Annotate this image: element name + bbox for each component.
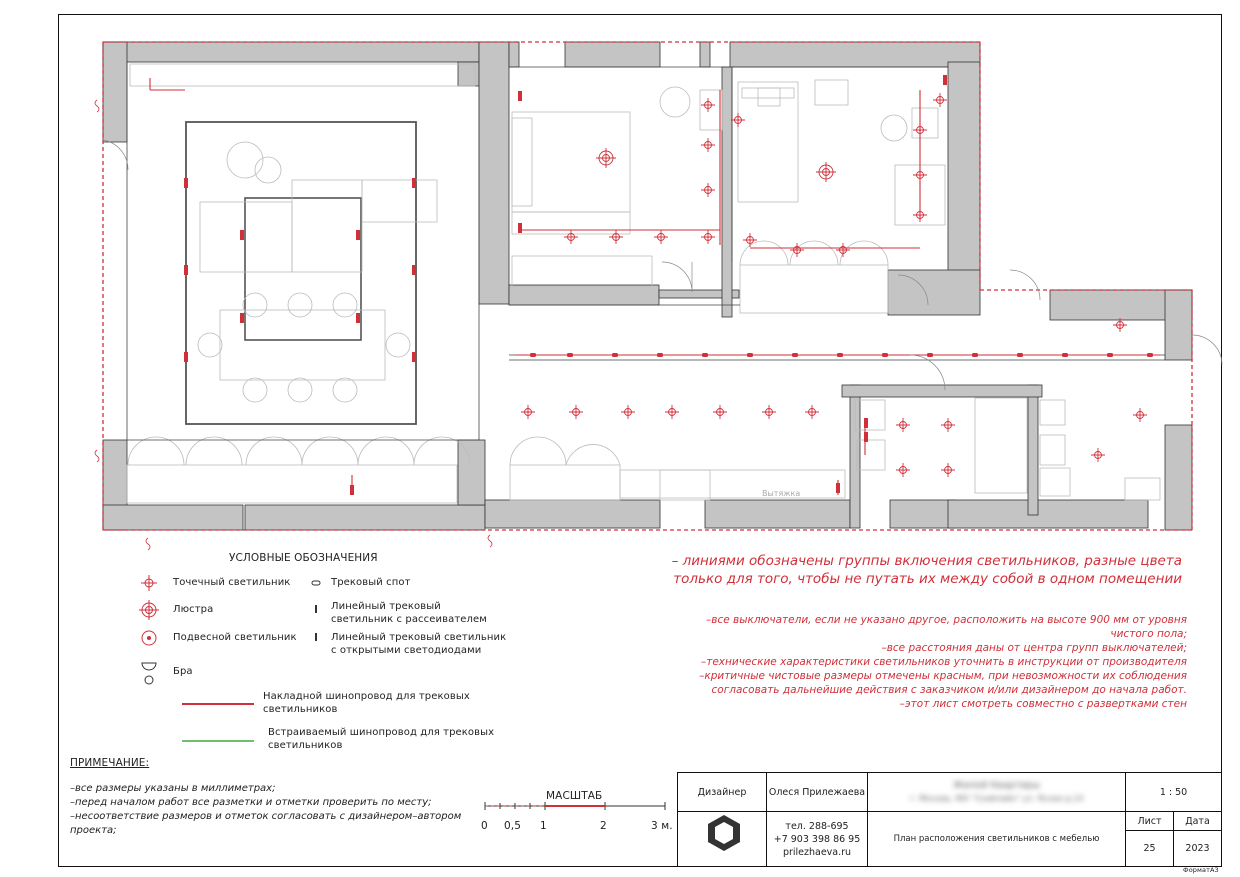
legend-title: УСЛОВНЫЕ ОБОЗНАЧЕНИЯ [229, 552, 378, 564]
wall-light-marker [836, 483, 840, 493]
designer-name: Олеся Прилежаева [766, 772, 868, 812]
red-note-headline-2: только для того, чтобы не путать их между собой в одном помещении [673, 571, 1182, 587]
interior-lines [127, 62, 1165, 440]
spot-light-symbol [564, 230, 578, 244]
project-info-cell [867, 772, 1126, 812]
red-note-line: –критичные чистовые размеры отмечены красным, при невозможности их соблюдения [699, 670, 1187, 682]
wall-light-marker [240, 313, 244, 323]
spot-light-symbol [896, 418, 910, 432]
track-spot-symbol [972, 353, 978, 357]
scale-bar [485, 802, 665, 810]
spot-light-symbol [665, 405, 679, 419]
track-spot-symbol [792, 353, 798, 357]
legend-sconce-symbol [142, 663, 156, 684]
spot-light-symbol [731, 113, 745, 127]
scale-tick-label: 0,5 [504, 820, 521, 832]
legend-sconce-label: Бра [173, 666, 193, 677]
spot-light-symbol [941, 463, 955, 477]
legend-symbols [139, 575, 320, 741]
project-name-blurred: Жилой Квартиры [953, 780, 1040, 791]
spot-light-symbol [521, 405, 535, 419]
sheet-label: Лист [1125, 811, 1174, 831]
dining-chairs [198, 293, 410, 402]
scale-tick-label: 2 [600, 820, 607, 832]
spot-light-symbol [896, 463, 910, 477]
wall-light-marker [864, 432, 868, 442]
spot-light-symbol [933, 93, 947, 107]
track-spot-symbol [530, 353, 536, 357]
project-address-blurred: г. Москва, ЖК "Скайлайн" ул. Ясная д.14 [909, 794, 1084, 803]
logo-cell [677, 811, 767, 867]
legend-spot-light-label: Точечный светильник [173, 577, 291, 588]
spot-light-symbol [762, 405, 776, 419]
date-value: 2023 [1173, 830, 1222, 867]
spot-light-symbol [913, 208, 927, 222]
wall-light-marker [350, 485, 354, 495]
phone-1: тел. 288-695 [785, 820, 849, 832]
wall-light-marker [864, 418, 868, 428]
dimension-markers [95, 100, 492, 550]
legend-pendant-label: Подвесной светильник [173, 632, 297, 643]
spot-light-symbol [836, 243, 850, 257]
scale-value: 1 : 50 [1125, 772, 1222, 812]
track-spot-symbol [702, 353, 708, 357]
track-spot-symbol [747, 353, 753, 357]
legend-linear-diffuser-line1: Линейный трековый [331, 601, 441, 612]
site-link[interactable]: prilezhaeva.ru [782, 846, 852, 858]
wall-light-marker [240, 230, 244, 240]
note-line: –все размеры указаны в миллиметрах; [70, 783, 276, 794]
red-note-line: –все выключатели, если не указано другое, расположить на высоте 900 мм от уровня [706, 614, 1187, 626]
legend-pendant-symbol [142, 631, 156, 645]
spot-light-symbol [621, 405, 635, 419]
drawing-title: План расположения светильников с мебелью [867, 811, 1126, 867]
track-spot-symbol [1107, 353, 1113, 357]
notes-title: ПРИМЕЧАНИЕ: [70, 757, 150, 769]
red-note-line: –все расстояния даны от центра групп выключателей; [881, 642, 1187, 654]
spot-light-symbol [743, 233, 757, 247]
sheet-number: 25 [1125, 830, 1174, 867]
format-label: ФорматА3 [1183, 866, 1219, 874]
track-spot-symbol [882, 353, 888, 357]
note-line: –несоответствие размеров и отметок согласовать с дизайнером–автором [70, 811, 462, 822]
hood-label: Вытяжка [762, 489, 801, 498]
spot-light-symbol [701, 183, 715, 197]
note-line: –перед началом работ все разметки и отметки проверить по месту; [70, 797, 432, 808]
spot-light-symbol [1091, 448, 1105, 462]
legend-linear-open-line1: Линейный трековый светильник [331, 632, 507, 643]
legend-track-spot-label: Трековый спот [331, 577, 411, 588]
legend-embedded-busbar-line1: Встраиваемый шинопровод для трековых [268, 727, 495, 738]
spot-light-symbol [941, 418, 955, 432]
spot-light-symbol [701, 138, 715, 152]
contacts-cell [766, 811, 868, 867]
spot-light-symbol [713, 405, 727, 419]
track-spot-symbol [657, 353, 663, 357]
light-symbols [184, 75, 1153, 495]
spot-light-symbol [569, 405, 583, 419]
legend-chandelier-symbol [139, 600, 159, 620]
wall-light-marker [412, 178, 416, 188]
scale-tick-label: 1 [540, 820, 547, 832]
red-note-line: –этот лист смотреть совместно с развертками стен [899, 698, 1187, 710]
red-note-line: согласовать дальнейшие действия с заказчиком и/или дизайнером до начала работ. [711, 684, 1187, 696]
red-note-headline-1: – линиями обозначены группы включения светильников, разные цвета [671, 553, 1182, 569]
wall-light-marker [518, 91, 522, 101]
wall-light-marker [518, 223, 522, 233]
scale-bar-title: МАСШТАБ [546, 790, 603, 802]
date-label: Дата [1173, 811, 1222, 831]
spot-light-symbol [609, 230, 623, 244]
track-spot-symbol [1017, 353, 1023, 357]
chandelier-symbol [596, 148, 616, 168]
red-note-line: чистого пола; [1110, 628, 1187, 640]
wall-light-marker [184, 265, 188, 275]
scale-tick-label: 0 [481, 820, 488, 832]
spot-light-symbol [1133, 408, 1147, 422]
track-spot-symbol [927, 353, 933, 357]
wall-light-marker [356, 230, 360, 240]
track-spot-symbol [1062, 353, 1068, 357]
legend-surface-busbar-line1: Накладной шинопровод для трековых [263, 691, 470, 702]
legend-linear-open-line2: с открытыми светодиодами [331, 645, 482, 656]
red-note-line: –технические характеристики светильников уточнить в инструкции от производителя [700, 656, 1187, 668]
spot-light-symbol [913, 168, 927, 182]
wall-light-marker [943, 75, 947, 85]
wall-light-marker [412, 352, 416, 362]
spot-light-symbol [701, 230, 715, 244]
legend-linear-diffuser-line2: светильник с рассеивателем [331, 614, 487, 625]
designer-label: Дизайнер [677, 772, 767, 812]
spot-light-symbol [654, 230, 668, 244]
legend-chandelier-label: Люстра [173, 604, 214, 615]
wall-light-marker [412, 265, 416, 275]
legend-surface-busbar-line2: светильников [263, 704, 338, 715]
phone-2: +7 903 398 86 95 [773, 833, 861, 845]
wall-light-marker [184, 352, 188, 362]
title-block [677, 772, 1222, 867]
legend-track-spot-symbol [312, 581, 320, 585]
wall-light-marker [356, 313, 360, 323]
spot-light-symbol [913, 123, 927, 137]
note-line: проекта; [70, 825, 117, 836]
chandelier-symbol [816, 162, 836, 182]
spot-light-symbol [701, 98, 715, 112]
wall-light-marker [184, 178, 188, 188]
scale-tick-label: 3 м. [651, 820, 673, 832]
spot-light-symbol [805, 405, 819, 419]
track-spot-symbol [612, 353, 618, 357]
furniture [127, 64, 1160, 503]
legend-embedded-busbar-line2: светильников [268, 740, 343, 751]
track-spot-symbol [837, 353, 843, 357]
track-spot-symbol [567, 353, 573, 357]
track-spot-symbol [1147, 353, 1153, 357]
doors [103, 140, 1222, 390]
legend-spot-light-symbol [141, 575, 157, 591]
